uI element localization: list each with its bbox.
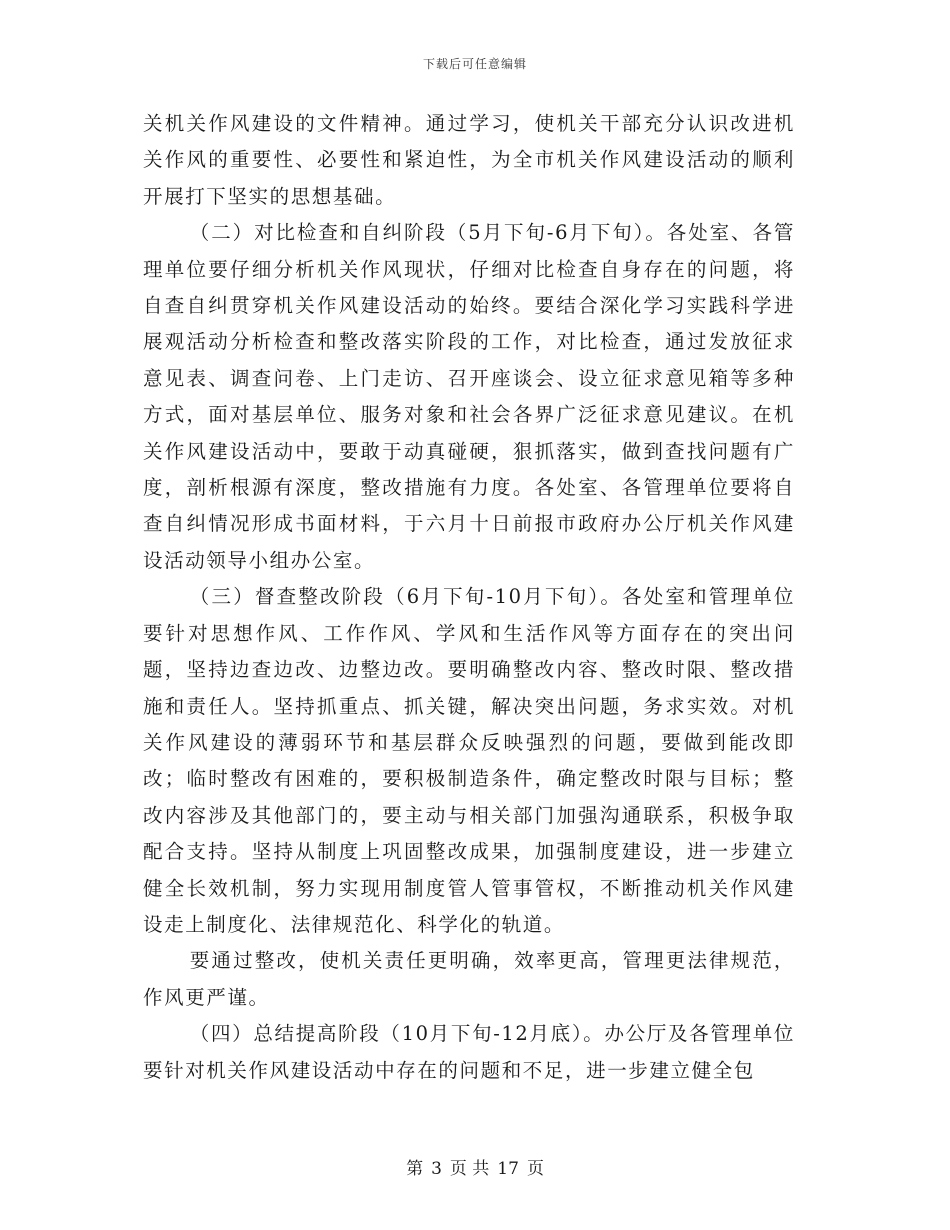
paragraph-rectification-goal: 要通过整改，使机关责任更明确，效率更高，管理更法律规范，作风更严谨。 <box>143 949 795 1009</box>
header-note: 下载后可任意编辑 <box>422 57 527 71</box>
paragraph-stage-4: （四）总结提高阶段（10月下旬-12月底）。办公厅及各管理单位要针对机关作风建设活动中存在的问题和不足，进一步建立健全包 <box>143 1022 795 1082</box>
page-header <box>0 55 950 72</box>
footer-page-number: 3 <box>431 1159 442 1179</box>
paragraph-stage-2: （二）对比检查和自纠阶段（5月下旬-6月下旬）。各处室、各管理单位要仔细分析机关作风现状，仔细对比检查自身存在的问题，将自查自纠贯穿机关作风建设活动的始终。要结合深化学习实践科学进展观活动分析检查和整改落实阶段的工作，对比检查，通过发放征求意见表、调查问卷、上门走访、召开座谈会、设立征求意见箱等多种方式，面对基层单位、服务对象和社会各界广泛征求意见建议。在机关作风建设活动中，要敢于动真碰硬，狠抓落实，做到查找问题有广度，剖析根源有深度，整改措施有力度。各处室、各管理单位要将自查自纠情况形成书面材料，于六月十日前报市政府办公厅机关作风建设活动领导小组办公室。 <box>143 221 795 572</box>
document-body <box>143 106 795 1089</box>
footer-prefix: 第 <box>406 1159 424 1179</box>
paragraph-stage-3: （三）督查整改阶段（6月下旬-10月下旬）。各处室和管理单位要针对思想作风、工作作风、学风和生活作风等方面存在的突出问题，坚持边查边改、边整边改。要明确整改内容、整改时限、整改措施和责任人。坚持抓重点、抓关键，解决突出问题，务求实效。对机关作风建设的薄弱环节和基层群众反映强烈的问题，要做到能改即改；临时整改有困难的，要积极制造条件，确定整改时限与目标；整改内容涉及其他部门的，要主动与相关部门加强沟通联系，积极争取配合支持。坚持从制度上巩固整改成果，加强制度建设，进一步建立健全长效机制，努力实现用制度管人管事管权，不断推动机关作风建设走上制度化、法律规范化、科学化的轨道。 <box>143 585 795 936</box>
page-footer <box>0 1154 950 1179</box>
footer-suffix: 页 <box>526 1159 544 1179</box>
footer-middle: 页 共 <box>449 1159 490 1179</box>
paragraph-continuation: 关机关作风建设的文件精神。通过学习，使机关干部充分认识改进机关作风的重要性、必要性和紧迫性，为全市机关作风建设活动的顺利开展打下坚实的思想基础。 <box>143 112 795 208</box>
footer-total-pages: 17 <box>497 1159 519 1179</box>
